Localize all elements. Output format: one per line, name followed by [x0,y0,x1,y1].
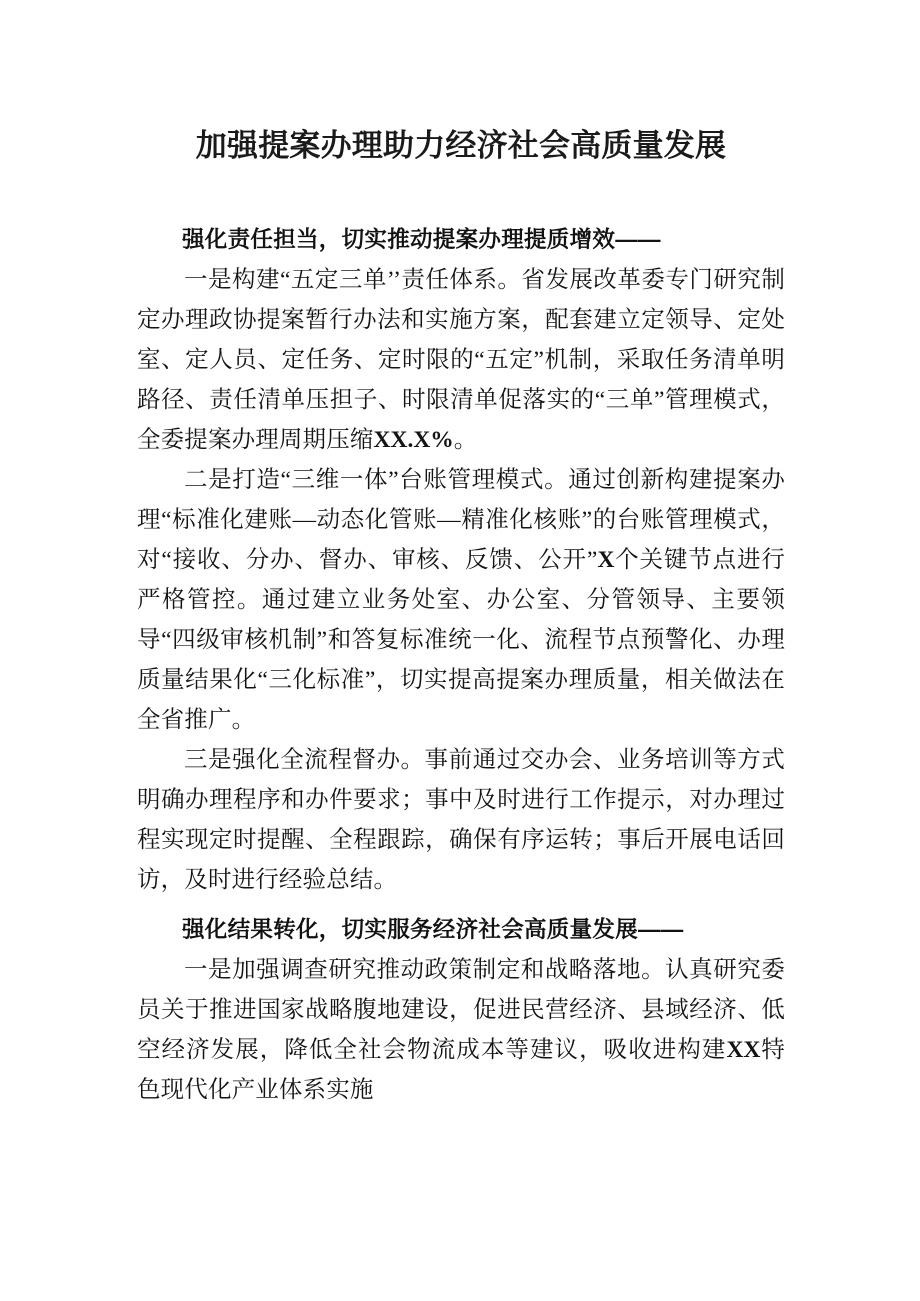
placeholder-region: XX [726,1037,761,1063]
placeholder-percent: XX.X% [373,427,454,453]
paragraph-1-1: 一是构建“五定三单’’责任体系。省发展改革委专门研究制定办理政协提案暂行办法和实施方案，配套建立定领导、定处室、定人员、定任务、定时限的“五定”机制，采取任务清单明路径、责任清单压担子、时限清单促落实的“三单”管理模式，全委提案办理周期压缩XX.X%。 [137,267,785,453]
placeholder-count: X [597,547,615,573]
paragraph-2-1: 一是加强调查研究推动政策制定和战略落地。认真研究委员关于推进国家战略腹地建设，促进民营经济、县域经济、低空经济发展，降低全社会物流成本等建议，吸收进构建XX特色现代化产业体系实施 [137,957,785,1103]
section-heading-2: 强化结果转化，切实服务经济社会高质量发展—— [182,917,684,942]
spacer-section [137,900,785,910]
document-body [137,0,785,1110]
paragraph-1-3: 三是强化全流程督办。事前通过交办会、业务培训等方式明确办理程序和办件要求；事中及时进行工作提示，对办理过程实现定时提醒、全程跟踪，确保有序运转；事后开展电话回访，及时进行经验总结。 [137,747,785,893]
page-title: 加强提案办理助力经济社会高质量发展 [195,128,727,163]
section-heading-1: 强化责任担当，切实推动提案办理提质增效—— [182,227,661,252]
paragraph-1-2: 二是打造“三维一体”台账管理模式。通过创新构建提案办理“标准化建账—动态化管账—精准化核账”的台账管理模式，对“接收、分办、督办、审核、反馈、公开”X个关键节点进行严格管控。通过建立业务处室、办公室、分管领导、主要领导“四级审核机制”和答复标准统一化、流程节点预警化、办理质量结果化“三化标准”，切实提高提案办理质量，相关做法在全省推广。 [137,467,785,733]
spacer-title [137,168,785,220]
